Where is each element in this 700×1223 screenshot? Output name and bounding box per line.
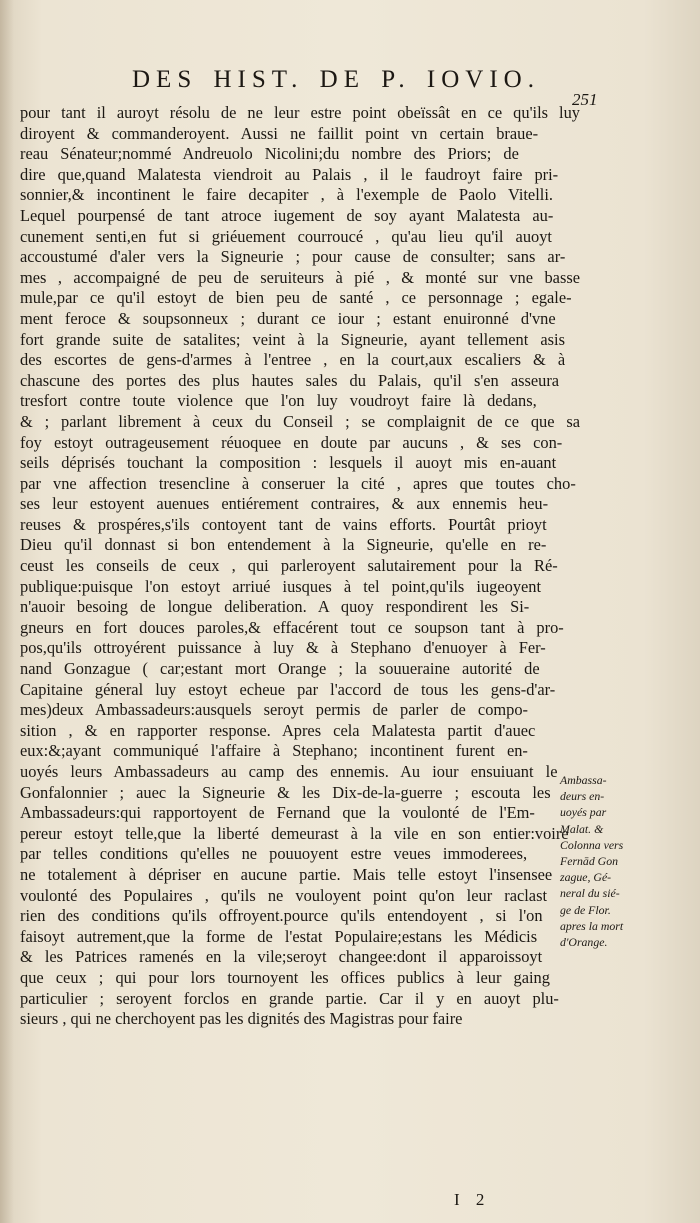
- text-line: Gonfalonnier ; auec la Signeurie & les Dix-de-la-guerre ; escouta les: [20, 782, 551, 802]
- signature-mark: I 2: [454, 1190, 491, 1209]
- marginal-note-line: apres la mort: [560, 918, 624, 933]
- marginal-note-line: uoyés par: [560, 805, 607, 820]
- text-line: voulonté des Populaires , qu'ils ne vouloyent point qu'on leur raclast: [20, 885, 548, 905]
- text-line: des escortes de gens-d'armes à l'entree , en la court,aux escaliers & à: [20, 350, 566, 370]
- text-line: par telles conditions qu'elles ne pouuoyent estre veues immoderees,: [20, 844, 528, 864]
- text-line: sition , & en rapporter response. Apres cela Malatesta partit d'auec: [20, 720, 536, 740]
- text-line: accoustumé d'aler vers la Signeurie ; pour cause de consulter; sans ar-: [20, 247, 566, 267]
- text-line: publique:puisque l'on estoyt arriué iusques à tel point,qu'ils iugeoyent: [20, 576, 542, 596]
- text-line: Dieu qu'il donnast si bon entendement à la Signeurie, qu'elle en re-: [20, 535, 547, 555]
- text-line: pereur estoyt telle,que la liberté demeurast à la vile en son entier:voire: [20, 823, 569, 843]
- text-line: & ; parlant librement à ceux du Conseil ; se complaignit de ce que sa: [20, 411, 580, 431]
- text-line: rien des conditions qu'ils offroyent.pource qu'ils entendoyent , si l'on: [20, 906, 543, 926]
- marginal-note-line: neral du sié-: [560, 886, 620, 901]
- text-line: gneurs en fort douces paroles,& effacérent tout ce soupson tant à pro-: [20, 617, 564, 637]
- text-line: reau Sénateur;nommé Andreuolo Nicolini;du nombre des Priors; de: [20, 144, 519, 164]
- text-line: eux:&;ayant communiqué l'affaire à Stephano; incontinent furent en-: [20, 741, 528, 761]
- text-line: Lequel pourpensé de tant atroce iugement de soy ayant Malatesta au-: [20, 205, 554, 225]
- marginal-note-line: zague, Gé-: [560, 870, 612, 885]
- text-line: pour tant il auroyt résolu de ne leur estre point obeïssât en ce qu'ils luy: [20, 103, 580, 122]
- body-text: [20, 103, 580, 1030]
- text-line: cunement senti,en fut si griéuement courroucé , qu'au lieu qu'il auoyt: [20, 226, 552, 246]
- text-line: sieurs , qui ne cherchoyent pas les dignités des Magistras pour faire: [20, 1009, 463, 1029]
- text-line: seils déprisés touchant la composition : lesquels il auoyt mis en-auant: [20, 453, 557, 473]
- text-line: sonnier,& incontinent le faire decapiter , à l'exemple de Paolo Vitelli.: [20, 185, 553, 205]
- text-line: foy estoyt outrageusement réuoquee en doute par aucuns , & ses con-: [20, 432, 563, 452]
- text-line: chascune des portes des plus hautes sales du Palais, qu'il s'en asseura: [20, 370, 560, 390]
- text-line: ne totalement à dépriser en aucune partie. Mais telle estoyt l'insensee: [20, 864, 553, 884]
- text-line: mes)deux Ambassadeurs:ausquels seroyt permis de parler de compo-: [20, 700, 528, 720]
- text-line: Capitaine géneral luy estoyt echeue par l'accord de tous les gens-d'ar-: [20, 679, 556, 699]
- text-line: ses leur estoyent auenues entiérement contraires, & aux ennemis heu-: [20, 494, 549, 514]
- marginal-note-line: Colonna vers: [560, 837, 624, 852]
- marginal-note-line: Fernād Gon: [560, 854, 618, 869]
- text-line: par vne affection tresencline à conseruer la cité , apres que toutes cho-: [20, 473, 576, 493]
- text-line: & les Patrices ramenés en la vile;seroyt changee:dont il apparoissoyt: [20, 947, 543, 967]
- marginal-note-line: d'Orange.: [560, 935, 608, 950]
- marginal-note-line: ge de Flor.: [560, 902, 611, 917]
- marginal-note: [560, 772, 630, 950]
- text-line: tresfort contre toute violence que l'on luy voudroyt faire là dedans,: [20, 391, 537, 411]
- text-line: uoyés leurs Ambassadeurs au camp des ennemis. Au iour ensuiuant le: [20, 762, 558, 781]
- text-line: nand Gonzague ( car;estant mort Orange ; la souueraine autorité de: [20, 659, 540, 679]
- marginal-note-line: Ambassa-: [560, 773, 607, 787]
- text-line: mes , accompaigné de peu de seruiteurs à pié , & monté sur vne basse: [20, 267, 580, 287]
- marginal-note-line: deurs en-: [560, 789, 605, 804]
- text-line: dire que,quand Malatesta viendroit au Palais , il le faudroyt faire pri-: [20, 164, 559, 184]
- running-head: DES HIST. DE P. IOVIO.: [132, 66, 540, 93]
- text-line: mule,par ce qu'il estoyt de bien peu de santé , ce personnage ; egale-: [20, 288, 572, 308]
- text-line: particulier ; seroyent forclos en grande partie. Car il y en auoyt plu-: [20, 988, 559, 1008]
- page-number: 251: [572, 90, 598, 109]
- text-line: Ambassadeurs:qui rapportoyent de Fernand que la voulonté de l'Em-: [20, 803, 535, 823]
- text-line: diroyent & commanderoyent. Aussi ne faillit point vn certain braue-: [20, 123, 539, 143]
- text-line: ceust les conseils de ceux , qui parleroyent salutairement pour la Ré-: [20, 556, 558, 576]
- text-line: pos,qu'ils ottroyérent puissance à luy & à Stephano d'enuoyer à Fer-: [20, 638, 546, 658]
- text-line: reuses & prospéres,s'ils contoyent tant de vains efforts. Pourtât prioyt: [20, 514, 547, 534]
- text-line: fort grande suite de satalites; veint à la Signeurie, ayant tellement asis: [20, 329, 565, 349]
- text-line: que ceux ; qui pour lors tournoyent les offices publics à leur gaing: [20, 967, 550, 987]
- text-line: faisoyt autrement,que la forme de l'estat Populaire;estans les Médicis: [20, 926, 538, 946]
- text-line: n'auoir besoing de longue deliberation. A quoy respondirent les Si-: [20, 597, 530, 617]
- text-line: ment feroce & soupsonneux ; durant ce iour ; estant enuironné d'vne: [20, 308, 556, 328]
- gutter-shadow: [0, 0, 14, 1223]
- marginal-note-line: Malat. &: [560, 821, 604, 836]
